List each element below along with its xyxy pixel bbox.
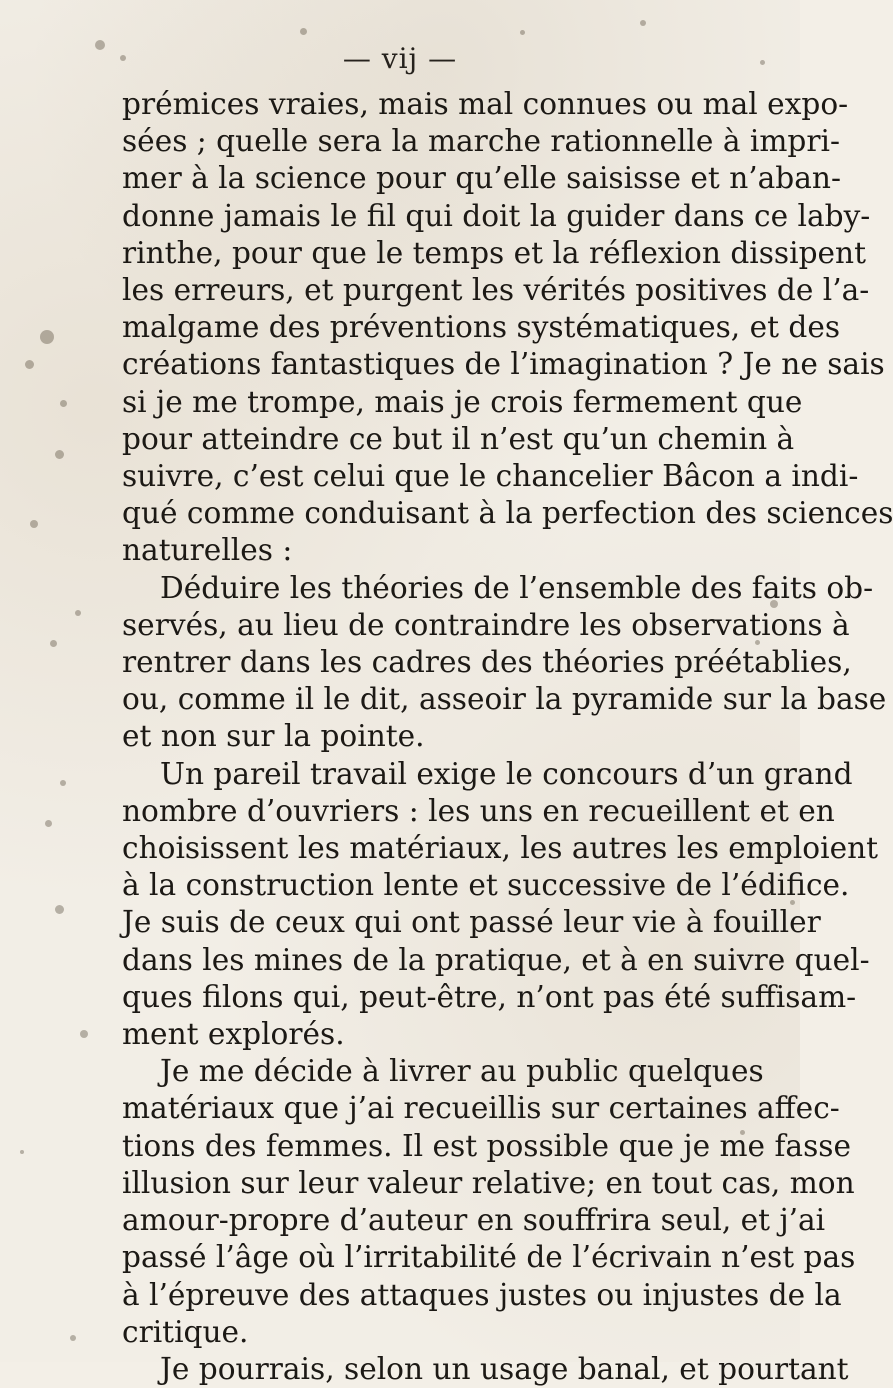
paper-speck [60,780,66,786]
paper-speck [75,610,81,616]
text-line: à l’épreuve des attaques justes ou injustes de la [122,1277,842,1312]
paper-speck [640,20,646,26]
text-line: dans les mines de la pratique, et à en suivre quel- [122,942,870,977]
text-line: rinthe, pour que le temps et la réflexion dissipent [122,235,866,270]
text-line: si je me trompe, mais je crois fermement que [122,384,803,419]
text-line: Déduire les théories de l’ensemble des faits ob- [160,570,874,605]
text-line: créations fantastiques de l’imagination ? Je ne sais [122,347,885,382]
text-line: Je suis de ceux qui ont passé leur vie à fouiller [122,905,821,940]
text-line: Je pourrais, selon un usage banal, et pourtant [160,1351,849,1386]
text-line: sées ; quelle sera la marche rationnelle à impri- [122,124,840,159]
paper-speck [20,1150,24,1154]
text-line: matériaux que j’ai recueillis sur certaines affec- [122,1091,840,1126]
paper-speck [70,1335,76,1341]
paper-speck [55,905,64,914]
text-line: à la construction lente et successive de l’édifice. [122,868,850,903]
text-line: Un pareil travail exige le concours d’un grand [160,756,853,791]
text-line: pour atteindre ce but il n’est qu’un chemin à [122,421,795,456]
text-line: illusion sur leur valeur relative; en tout cas, mon [122,1165,855,1200]
body-text [122,86,893,1388]
text-line: ou, comme il le dit, asseoir la pyramide sur la base [122,682,887,717]
page-number: — vij — [342,42,458,75]
paper-speck [55,450,64,459]
text-line: et non sur la pointe. [122,719,425,754]
text-line: choisissent les matériaux, les autres les emploient [122,831,879,866]
paper-speck [520,30,525,35]
paper-speck [40,330,54,344]
text-line: ment explorés. [122,1017,345,1052]
text-line: les erreurs, et purgent les vérités positives de l’a- [122,273,870,308]
paper-speck [25,360,34,369]
text-line: rentrer dans les cadres des théories préétablies, [122,645,852,680]
paper-speck [45,820,52,827]
text-line: passé l’âge où l’irritabilité de l’écrivain n’est pas [122,1240,856,1275]
paper-speck [300,28,307,35]
paper-speck [50,640,57,647]
paper-speck [80,1030,88,1038]
text-line: suivre, c’est celui que le chancelier Bâcon a indi- [122,459,859,494]
paper-speck [30,520,38,528]
text-line: donne jamais le fil qui doit la guider dans ce laby- [122,198,871,233]
text-line: qué comme conduisant à la perfection des sciences [122,496,893,531]
text-line: naturelles : [122,533,293,568]
text-line: prémices vraies, mais mal connues ou mal expo- [122,87,849,121]
text-line: Je me décide à livrer au public quelques [160,1054,764,1089]
text-line: ques filons qui, peut-être, n’ont pas été suffisam- [122,979,857,1014]
text-line: nombre d’ouvriers : les uns en recueillent et en [122,793,835,828]
text-line: malgame des préventions systématiques, et des [122,310,841,345]
paper-speck [60,400,67,407]
text-line: critique. [122,1314,249,1349]
text-line: tions des femmes. Il est possible que je me fasse [122,1128,851,1163]
text-line: amour-propre d’auteur en souffrira seul, et j’ai [122,1203,826,1238]
text-line: mer à la science pour qu’elle saisisse et n’aban- [122,161,841,196]
text-line: servés, au lieu de contraindre les observations à [122,607,850,642]
